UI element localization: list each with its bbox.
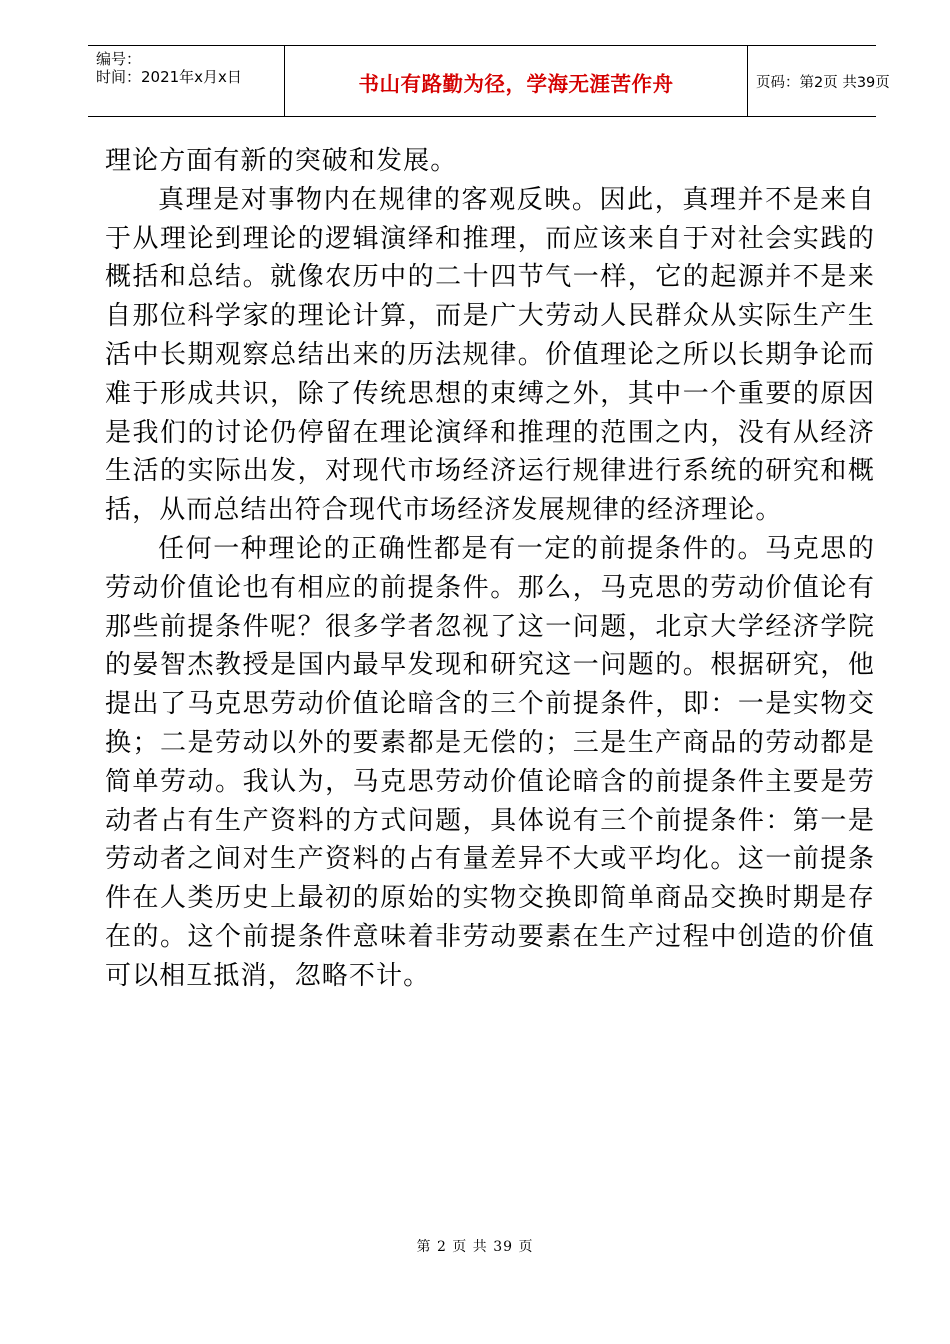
paragraph-truth: 真理是对事物内在规律的客观反映。因此，真理并不是来自于从理论到理论的逻辑演绎和推理，而应该来自于对社会实践的概括和总结。就像农历中的二十四节气一样，它的起源并不是来自那位科学家的理论计算，而是广大劳动人民群众从实际生产生活中长期观察总结出来的历法规律。价值理论之所以长期争论而难于形成共识，除了传统思想的束缚之外，其中一个重要的原因是我们的讨论仍停留在理论演绎和推理的范围之内，没有从经济生活的实际出发，对现代市场经济运行规律进行系统的研究和概括，从而总结出符合现代市场经济发展规律的经济理论。	[105, 184, 875, 526]
paragraph-premises: 任何一种理论的正确性都是有一定的前提条件的。马克思的劳动价值论也有相应的前提条件。那么，马克思的劳动价值论有那些前提条件呢？很多学者忽视了这一问题，北京大学经济学院的晏智杰教授是国内最早发现和研究这一问题的。根据研究，他提出了马克思劳动价值论暗含的三个前提条件，即：一是实物交换；二是劳动以外的要素都是无偿的；三是生产商品的劳动都是简单劳动。我认为，马克思劳动价值论暗含的前提条件主要是劳动者占有生产资料的方式问题，具体说有三个前提条件：第一是劳动者之间对生产资料的占有量差异不大或平均化。这一前提条件在人类历史上最初的原始的实物交换即简单商品交换时期是存在的。这个前提条件意味着非劳动要素在生产过程中创造的价值可以相互抵消，忽略不计。	[105, 533, 875, 991]
paragraph-continuation: 理论方面有新的突破和发展。	[105, 146, 458, 176]
document-body	[105, 142, 875, 996]
page-footer: 第 2 页 共 39 页	[416, 1239, 534, 1255]
header-page-cell	[746, 46, 890, 116]
header-meta-cell	[88, 46, 284, 116]
document-number-label: 编号：	[96, 50, 142, 68]
header-motto-cell	[284, 46, 748, 116]
document-header	[88, 45, 890, 117]
header-motto: 书山有路勤为径，学海无涯苦作舟	[358, 72, 674, 96]
document-time-label: 时间：2021年x月x日	[96, 68, 242, 86]
header-page-info: 页码：第2页 共39页	[756, 75, 890, 91]
